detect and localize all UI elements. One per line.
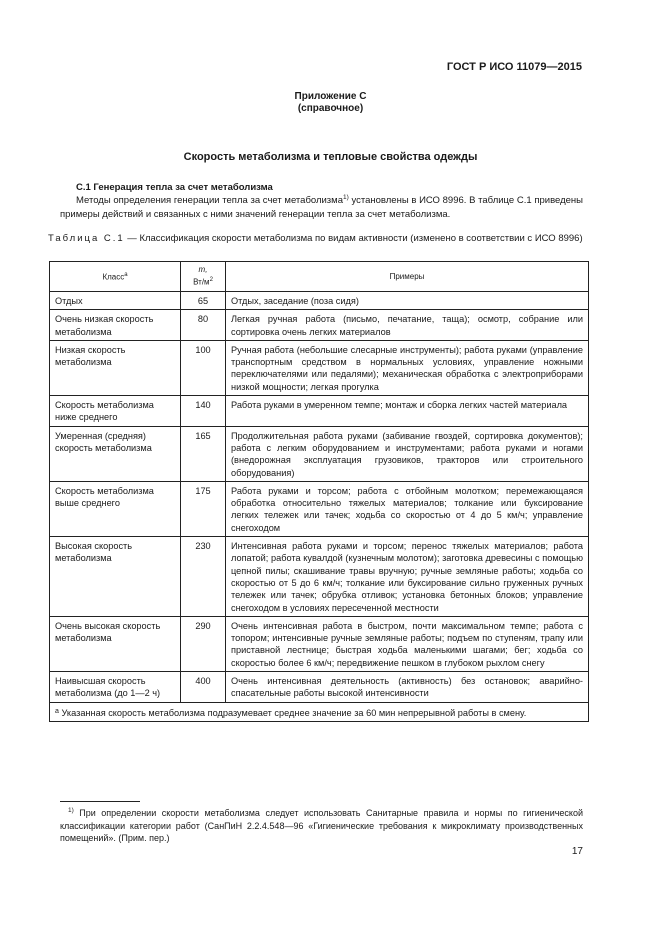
appendix-heading [0,91,661,115]
row-class: Высокая скорость метаболизма [50,537,181,617]
header-class: Класс$^a$ [50,262,181,292]
row-value: 140 [181,396,226,427]
metabolic-rate-table [49,261,589,722]
header-examples: Примеры [226,262,589,292]
row-examples: Ручная работа (небольшие слесарные инструменты); работа руками (управление транспортным средством в нормальных условиях, управление ножными переключателями или педалями); механическая обработка с электроприборами низкой мощности; легкая прогулка [226,340,589,395]
row-examples: Легкая ручная работа (письмо, печатание, таща); осмотр, собрание или сортировка очень легких материалов [226,310,589,341]
row-class: Низкая скорость метаболизма [50,340,181,395]
row-value: 80 [181,310,226,341]
table-note-mark: a [55,707,59,715]
row-examples: Работа руками и торсом; работа с отбойным молотком; перемежающаяся обработка относительно тяжелых материалов; толкание или буксирование легких тележек или тачек; ходьба со скоростью от 4 до 5 км/ч; управление снегоходом [226,481,589,536]
table-row [50,537,589,617]
standard-number: ГОСТ Р ИСО 11079—2015 [446,61,582,73]
row-class: Умеренная (средняя) скорость метаболизма [50,426,181,481]
row-value: 165 [181,426,226,481]
appendix-title: Приложение С [294,91,367,102]
footnote-mark: 1) [68,807,74,814]
row-examples: Интенсивная работа руками и торсом; перенос тяжелых материалов; работа лопатой; работа кувалдой (кузнечным молотом); заготовка древесины с помощью цепной пилы; скашивание травы вручную; ручные земляные работы; ходьба со скоростью от 5 до 6 км/ч; толкание или буксирование сильно груженных ручных тележек или тачек; обрубка отливок; установка бетонных блоков; управление снегоходом в условиях пересеченной местности [226,537,589,617]
page-title: Скорость метаболизма и тепловые свойства одежды [183,151,478,163]
row-class: Наивысшая скорость метаболизма (до 1—2 ч) [50,672,181,703]
table-note-text: Указанная скорость метаболизма подразумевает среднее значение за 60 мин непрерывной работы в смену. [58,707,527,718]
table-row [50,340,589,395]
intro-text-1: Методы определения генерации тепла за счет метаболизма [76,195,343,206]
row-class: Очень низкая скорость метаболизма [50,310,181,341]
table-caption [48,233,588,245]
table-row [50,310,589,341]
intro-footnote-mark: 1) [342,193,349,201]
table-row [50,426,589,481]
footnote-divider [60,801,140,802]
table-header-row [50,262,589,292]
footnote-text: При определении скорости метаболизма следует использовать Санитарные правила и нормы по гигиенической классификации категории работ (СанПиН 2.2.4.548—96 «Гигиенические требования к микроклимату производственных помещений». (Прим. пер.) [60,808,583,843]
table-note [50,702,589,721]
table-row [50,616,589,671]
table-note-row [50,702,589,721]
table-row [50,292,589,310]
table-row [50,396,589,427]
intro-paragraph [60,194,583,222]
row-value: 400 [181,672,226,703]
row-value: 290 [181,616,226,671]
table-row [50,481,589,536]
row-class: Скорость метаболизма ниже среднего [50,396,181,427]
page-number: 17 [571,846,583,857]
row-examples: Очень интенсивная деятельность (активность) без остановок; аварийно-спасательные работы высокой интенсивности [226,672,589,703]
row-examples: Работа руками в умеренном темпе; монтаж и сборка легких частей материала [226,396,589,427]
appendix-subtitle: (справочное) [297,103,364,114]
row-examples: Очень интенсивная работа в быстром, почти максимальном темпе; работа с топором; интенсивные ручные земляные работы; подъем по ступеням, трапу или приставной лестнице; быстрая ходьба маленькими шагами; бег; ходьба со скоростью более 6 км/ч; передвижение пешком в глубоком рыхлом снегу [226,616,589,671]
row-examples: Продолжительная работа руками (забивание гвоздей, сортировка документов); работа с легким оборудованием и инструментами; работа руками и ногами (внедорожная эксплуатация грузовиков, тракторов или строительного оборудования) [226,426,589,481]
row-class: Отдых [50,292,181,310]
row-class: Скорость метаболизма выше среднего [50,481,181,536]
row-value: 175 [181,481,226,536]
table-caption-text: — Классификация скорости метаболизма по видам активности (изменено в соответствии с ИСО 8996) [124,233,583,244]
intro-text-2: установлены в ИСО 8996. В таблице С.1 приведены примеры действий и связанных с ними значений генерации тепла за счет метаболизма. [60,195,583,220]
row-value: 65 [181,292,226,310]
header-class-mark: a [124,272,128,279]
row-value: 100 [181,340,226,395]
table-row [50,672,589,703]
section-heading: С.1 Генерация тепла за счет метаболизма [76,182,273,193]
row-class: Очень высокая скорость метаболизма [50,616,181,671]
table-caption-label: Таблица С.1 [48,233,125,244]
footnote [60,805,583,845]
row-value: 230 [181,537,226,617]
header-value: m, $Вт/м^2$ [181,262,226,292]
row-examples: Отдых, заседание (поза сидя) [226,292,589,310]
